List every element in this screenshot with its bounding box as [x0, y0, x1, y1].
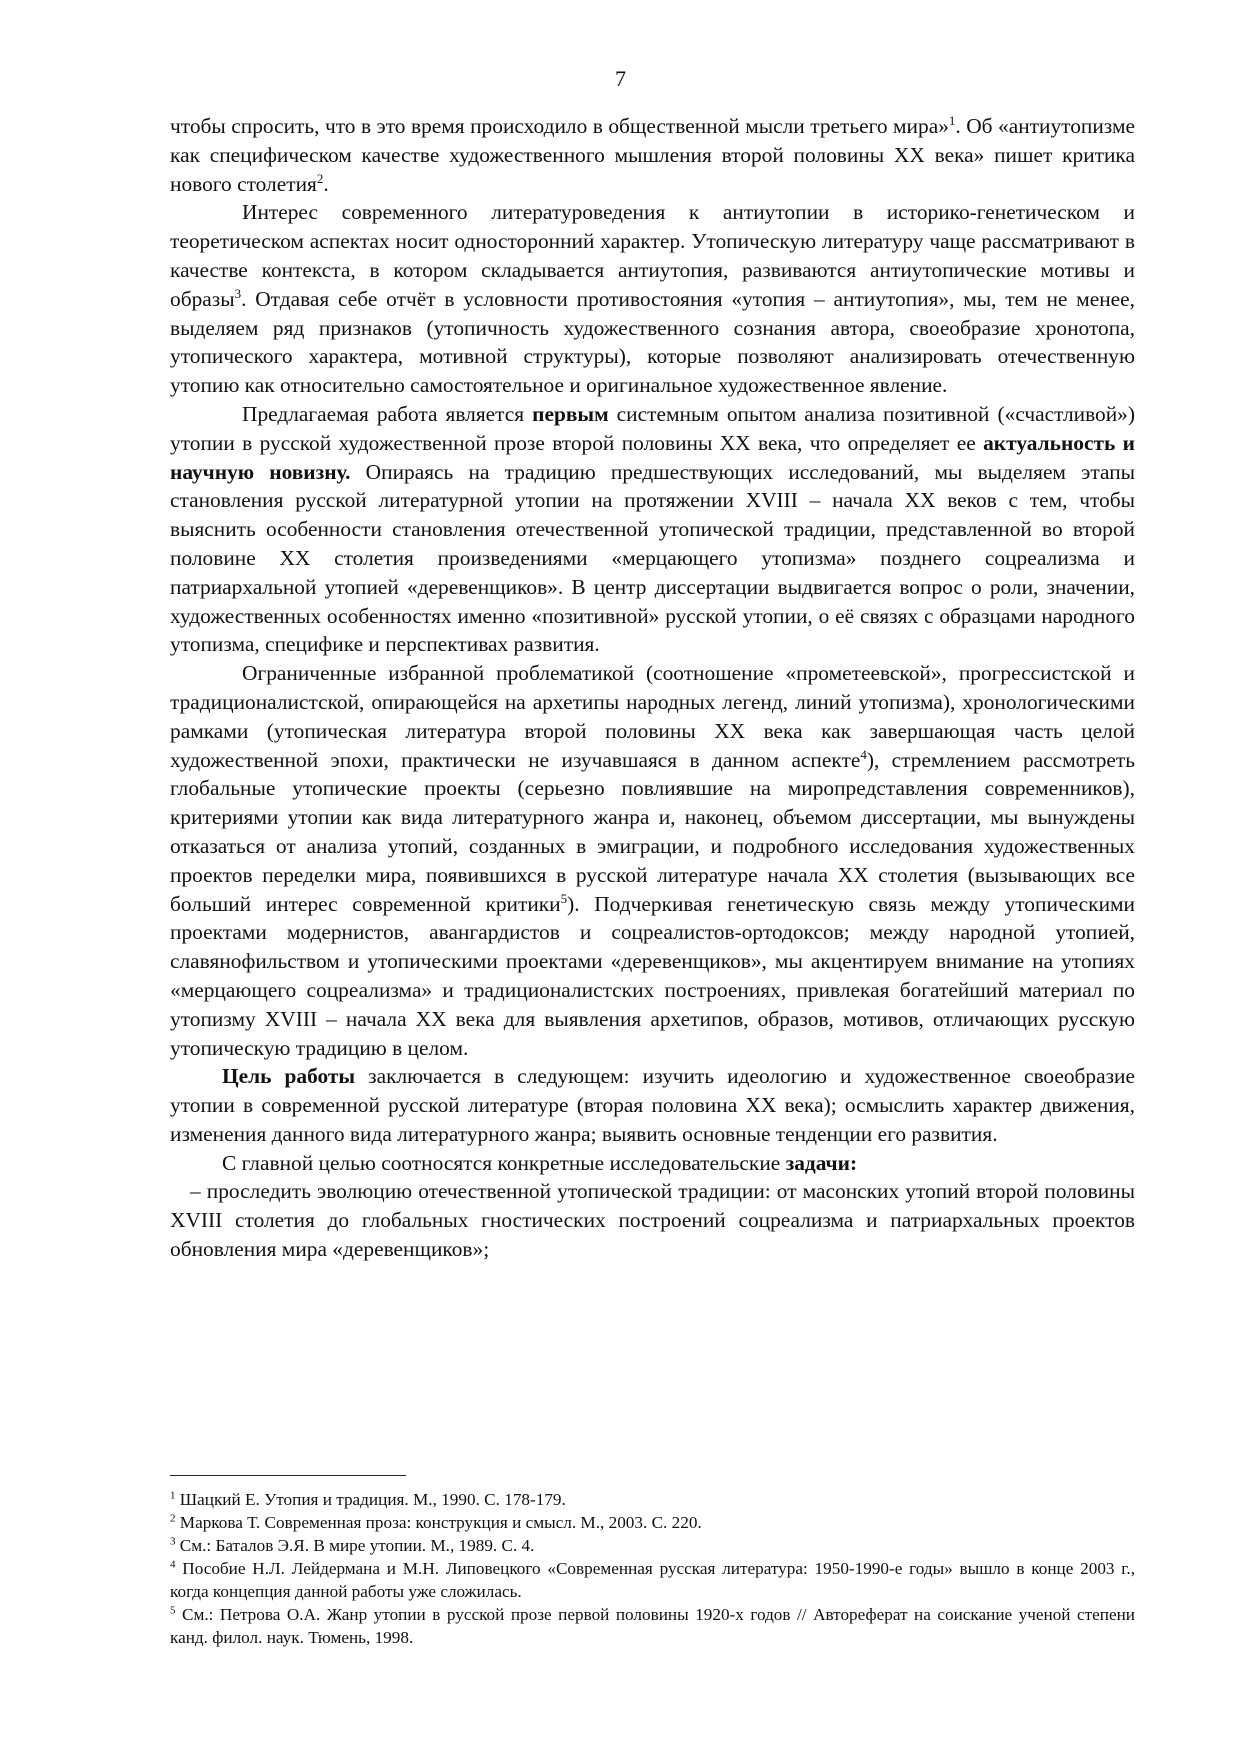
footnote-4	[170, 1557, 1135, 1603]
text-span: системным опытом анализа позитивной («счастливой») утопии в русской художественной прозе второй половины XX века, что определяет ее	[170, 401, 1135, 455]
text-span: . Об «антиутопизме как специфическом качестве художественного мышления второй половины XX века» пишет критика нового столетия	[170, 114, 1135, 196]
text-span: .	[323, 171, 329, 196]
footnote-number: 4	[170, 1558, 176, 1571]
footnote-text: Пособие Н.Л. Лейдермана и М.Н. Липовецкого «Современная русская литература: 1950-1990-е годы» вышло в конце 2003 г., когда концепция данной работы уже сложилась.	[170, 1559, 1135, 1601]
paragraph-6	[170, 1149, 1135, 1178]
footnote-2	[170, 1511, 1135, 1534]
footnote-number: 5	[170, 1604, 176, 1617]
footnote-ref-5: 5	[560, 890, 568, 906]
paragraph-4	[170, 659, 1135, 1062]
bold-term: актуальность и научную новизну.	[170, 430, 1135, 484]
text-span: – проследить эволюцию отечественной утопической традиции: от масонских утопий второй половины XVIII столетия до глобальных гностических построений соцреализма и патриархальных проектов обновления мира «деревенщиков»;	[170, 1179, 1135, 1262]
footnote-ref-1: 1	[948, 112, 956, 128]
text-span: Опираясь на традицию предшествующих исследований, мы выделяем этапы становления русской литературной утопии на протяжении XVIII – начала XX веков с тем, чтобы выяснить особенности становления отечественной утопической традиции, представленной во второй половине XX столетия произведениями «мерцающего утопизма» позднего соцреализма и патриархальной утопией «деревенщиков». В центр диссертации выдвигается вопрос о роли, значении, художественных особенностях именно «позитивной» русской утопии, о её связях с образцами народного утопизма, специфике и перспективах развития.	[170, 459, 1136, 657]
footnote-text: Шацкий Е. Утопия и традиция. М., 1990. С. 178-179.	[175, 1490, 566, 1509]
footnote-3	[170, 1534, 1135, 1557]
text-span: Предлагаемая работа является	[242, 401, 533, 426]
footnote-5	[170, 1603, 1135, 1649]
footnote-ref-3: 3	[234, 285, 242, 301]
footnote-text: См.: Баталов Э.Я. В мире утопии. М., 1989. С. 4.	[175, 1536, 535, 1555]
text-span: . Отдавая себе отчёт в условности противостояния «утопия – антиутопия», мы, тем не менее, выделяем ряд признаков (утопичность художественного сознания автора, своеобразие хронотопа, утопического характера, мотивной структуры), которые позволяют анализировать отечественную утопию как относительно самостоятельное и оригинальное художественное явление.	[170, 286, 1135, 398]
footnotes	[170, 1488, 1135, 1649]
page-number: 7	[615, 66, 626, 91]
text-span: Интерес современного литературоведения к антиутопии в историко-генетическом и теоретическом аспектах носит односторонний характер. Утопическую литературу чаще рассматривают в качестве контекста, в котором складывается антиутопия, развиваются антиутопические мотивы и образы	[170, 200, 1135, 311]
paragraph-1	[170, 112, 1135, 198]
footnote-text: См.: Петрова О.А. Жанр утопии в русской прозе первой половины 1920-х годов // Автореферат на соискание ученой степени канд. филол. наук. Тюмень, 1998.	[170, 1605, 1135, 1647]
text-span: С главной целью соотносятся конкретные исследовательские	[222, 1150, 786, 1175]
text-span: чтобы спросить, что в это время происходило в общественной мысли третьего мира»	[170, 114, 949, 138]
footnote-number: 3	[170, 1535, 176, 1548]
paragraph-3	[170, 400, 1135, 659]
footnote-ref-4: 4	[860, 746, 867, 762]
text-span: ), стремлением рассмотреть глобальные утопические проекты (серьезно повлиявшие на миропредставления современников), критериями утопии как вида литературного жанра и, наконец, объемом диссертации, мы вынуждены отказаться от анализа утопий, созданных в эмиграции, и подробного исследования художественных проектов переделки мира, появившихся в русской литературе начала XX столетия (вызывающих все больший интерес современной критики	[170, 747, 1135, 916]
paragraph-7	[170, 1177, 1135, 1263]
footnote-ref-2: 2	[316, 170, 324, 186]
bold-term: задачи:	[785, 1150, 858, 1175]
paragraph-5	[170, 1062, 1135, 1148]
footnote-divider	[170, 1475, 406, 1476]
footnote-text: Маркова Т. Современная проза: конструкция и смысл. М., 2003. С. 220.	[175, 1513, 702, 1532]
bold-term: первым	[532, 401, 609, 426]
text-span: заключается в следующем: изучить идеологию и художественное своеобразие утопии в современной русской литературе (вторая половина XX века); осмыслить характер движения, изменения данного вида литературного жанра; выявить основные тенденции его развития.	[170, 1064, 1136, 1146]
footnote-number: 1	[170, 1489, 176, 1502]
text-span: Ограниченные избранной проблематикой (соотношение «прометеевской», прогрессистской и традиционалистской, опирающейся на архетипы народных легенд, линий утопизма), хронологическими рамками (утопическая литература второй половины XX века как завершающая часть целой художественной эпохи, практически не изучавшаяся в данном аспекте	[170, 661, 1135, 772]
bold-term: Цель работы	[222, 1064, 356, 1089]
main-text	[170, 112, 1135, 1264]
footnote-number: 2	[170, 1512, 176, 1525]
paragraph-2	[170, 198, 1135, 400]
text-span: ). Подчеркивая генетическую связь между утопическими проектами модернистов, авангардистов и соцреалистов-ортодоксов; между народной утопией, славянофильством и утопическими проектами «деревенщиков», мы акцентируем внимание на утопиях «мерцающего соцреализма» и традиционалистских построениях, привлекая богатейший материал по утопизму XVIII – начала XX века для выявления архетипов, образов, мотивов, отличающих русскую утопическую традицию в целом.	[170, 891, 1135, 1060]
footnote-1	[170, 1488, 1135, 1511]
